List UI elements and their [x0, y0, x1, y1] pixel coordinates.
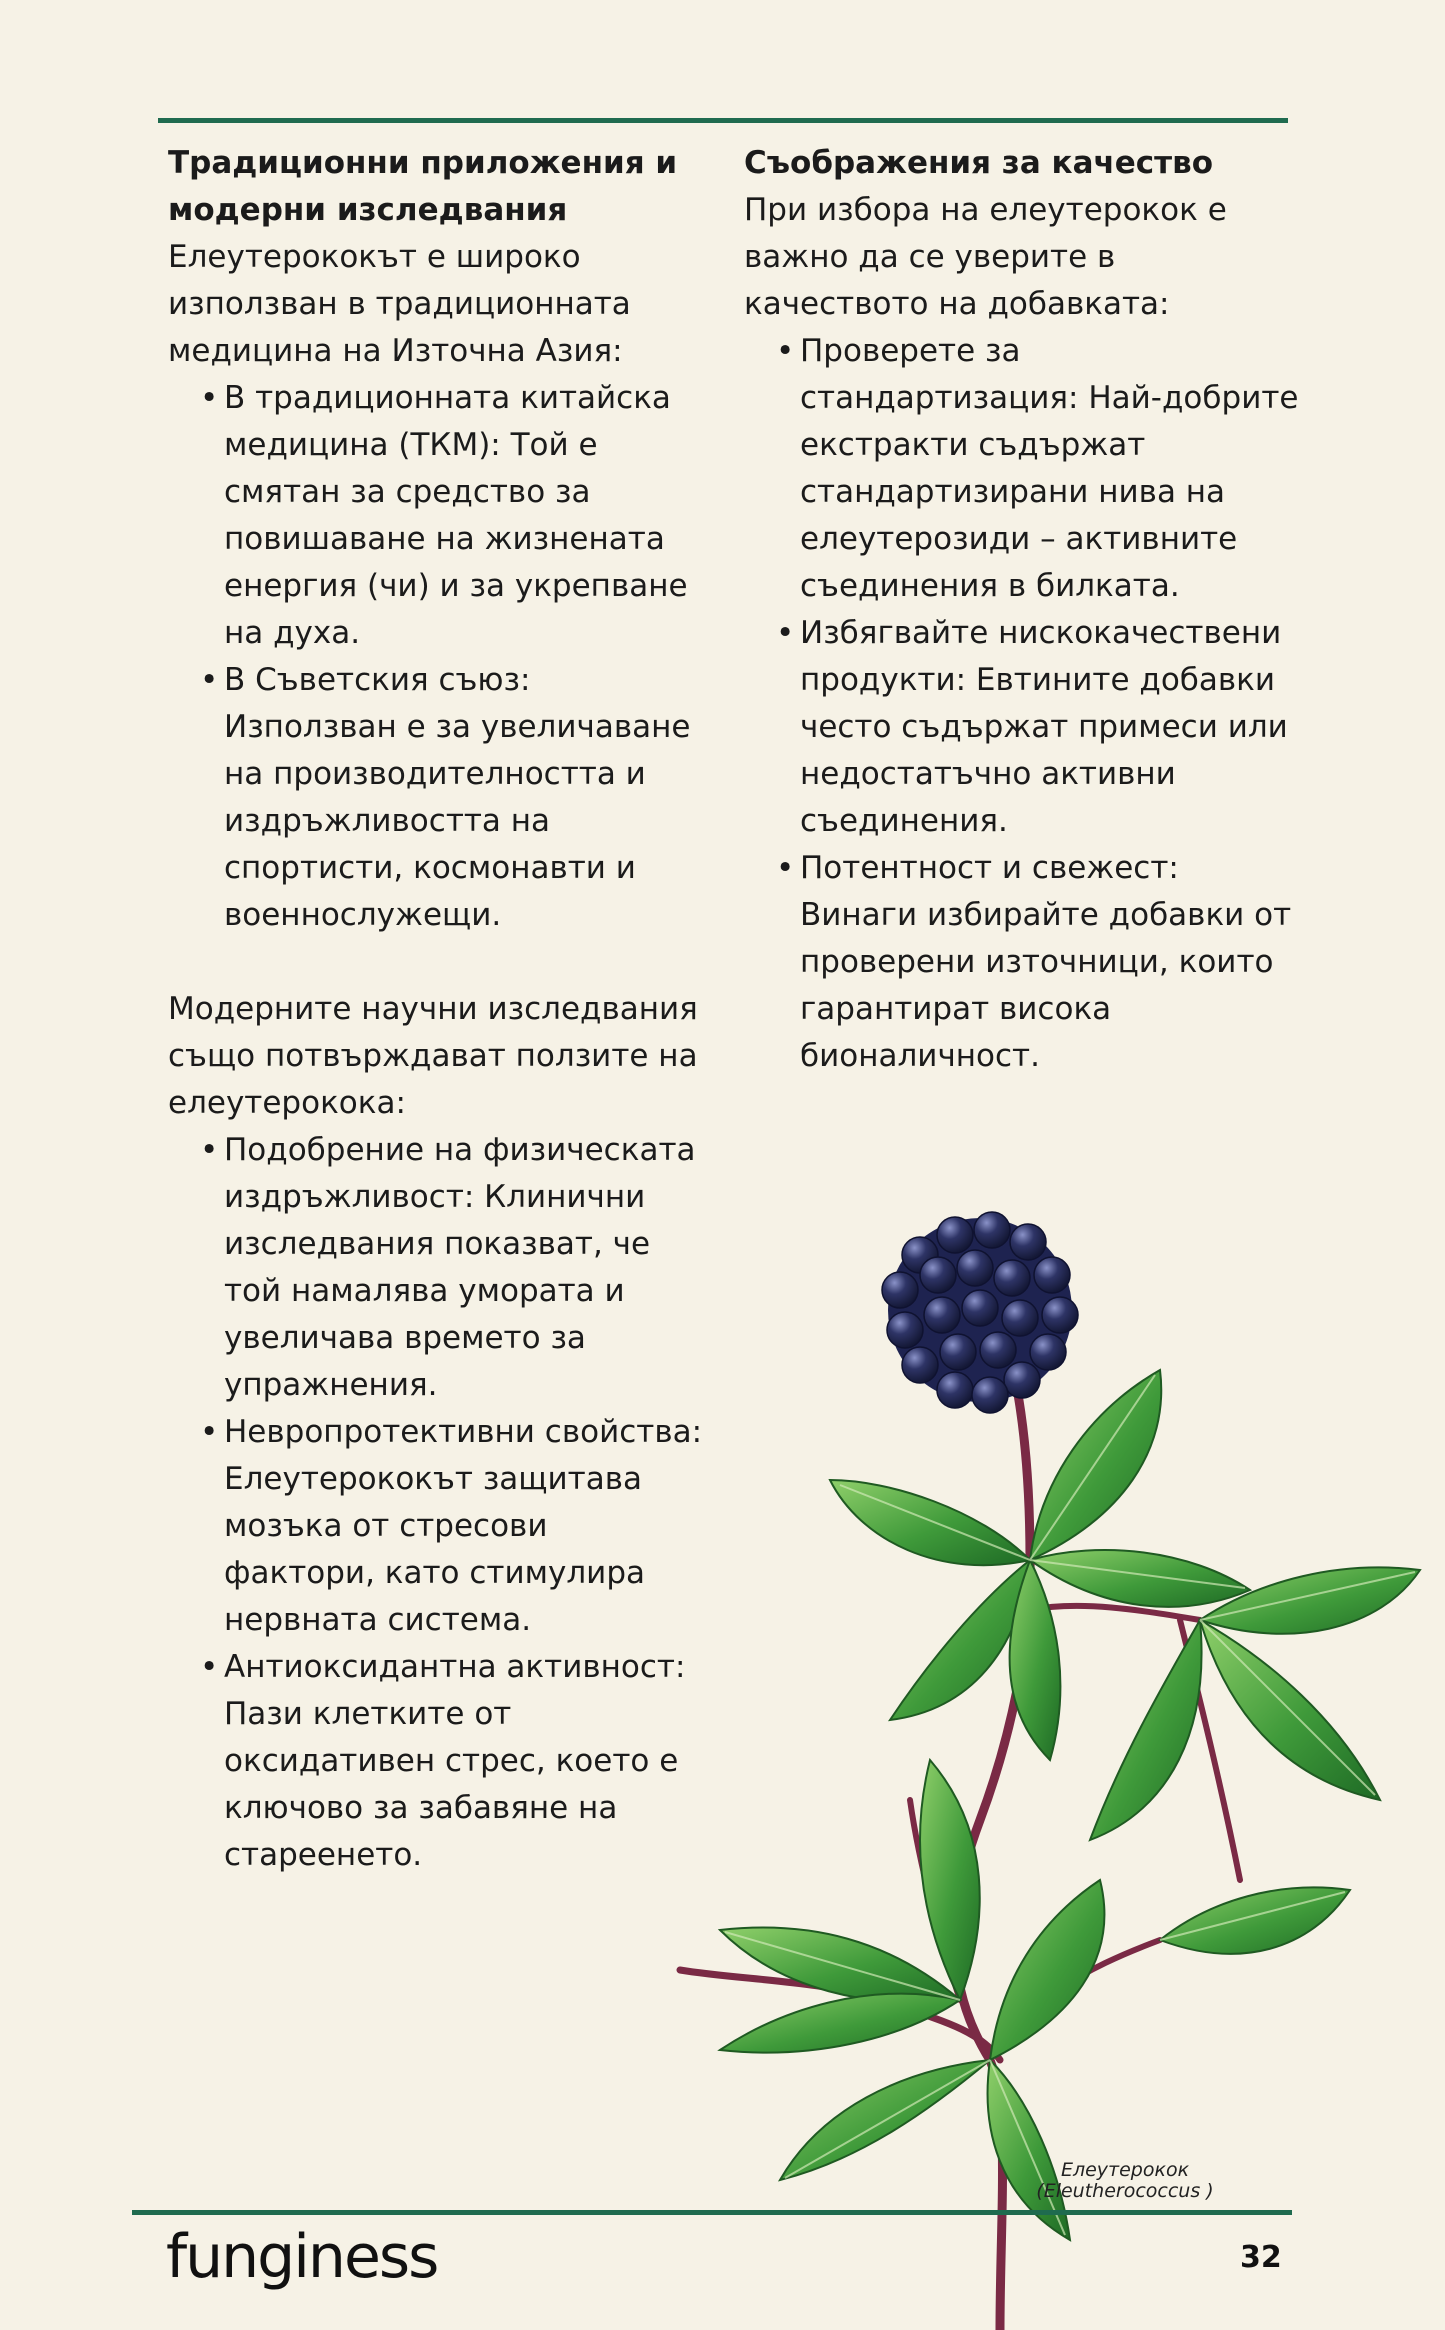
- left-heading: Традиционни приложения и модерни изследвания: [168, 145, 678, 228]
- quality-list: [744, 328, 1304, 1080]
- list-item: • Антиоксидантна активност: Пази клетките от оксидативен стрес, което е ключово за забавяне на стареенето.: [224, 1644, 708, 1879]
- eleutherococcus-illustration: [560, 1180, 1445, 2330]
- brand-logo: funginess: [166, 2222, 438, 2292]
- bottom-divider: [132, 2210, 1292, 2215]
- page-number: 32: [1240, 2240, 1282, 2275]
- traditional-list: [168, 375, 708, 939]
- list-item: • Потентност и свежест: Винаги избирайте добавки от проверени източници, които гарантират висока бионаличност.: [800, 845, 1304, 1080]
- caption-common-name: Елеутерокок: [1060, 2159, 1190, 2181]
- list-item: • В Съветския съюз: Използван е за увеличаване на производителността и издръжливостта на спортисти, космонавти и военнослужещи.: [224, 657, 708, 939]
- list-item: • Невропротективни свойства: Елеутерококът защитава мозъка от стресови фактори, като стимулира нервната система.: [224, 1409, 708, 1644]
- list-item: • Избягвайте нискокачествени продукти: Евтините добавки често съдържат примеси или недостатъчно активни съединения.: [800, 610, 1304, 845]
- list-item: • В традиционната китайска медицина (ТКМ): Той е смятан за средство за повишаване на жизнената енергия (чи) и за укрепване на духа.: [224, 375, 708, 657]
- berry-cluster: [882, 1212, 1078, 1413]
- illustration-caption: [1010, 2160, 1240, 2202]
- list-item: • Подобрение на физическата издръжливост: Клинични изследвания показват, че той намалява умората и увеличава времето за упражнения.: [224, 1127, 708, 1409]
- top-divider: [158, 118, 1288, 123]
- research-intro: Модерните научни изследвания също потвърждават ползите на елеутерокока:: [168, 991, 698, 1121]
- right-intro: При избора на елеутерокок е важно да се уверите в качеството на добавката:: [744, 192, 1227, 322]
- caption-latin-name: (Eleutherococcus ): [1036, 2180, 1214, 2202]
- right-heading: Съображения за качество: [744, 145, 1214, 181]
- right-column: [744, 140, 1304, 1080]
- left-intro: Елеутерококът е широко използван в традиционната медицина на Източна Азия:: [168, 239, 631, 369]
- list-item: • Проверете за стандартизация: Най-добрите екстракти съдържат стандартизирани нива на елеутерозиди – активните съединения в билката.: [800, 328, 1304, 610]
